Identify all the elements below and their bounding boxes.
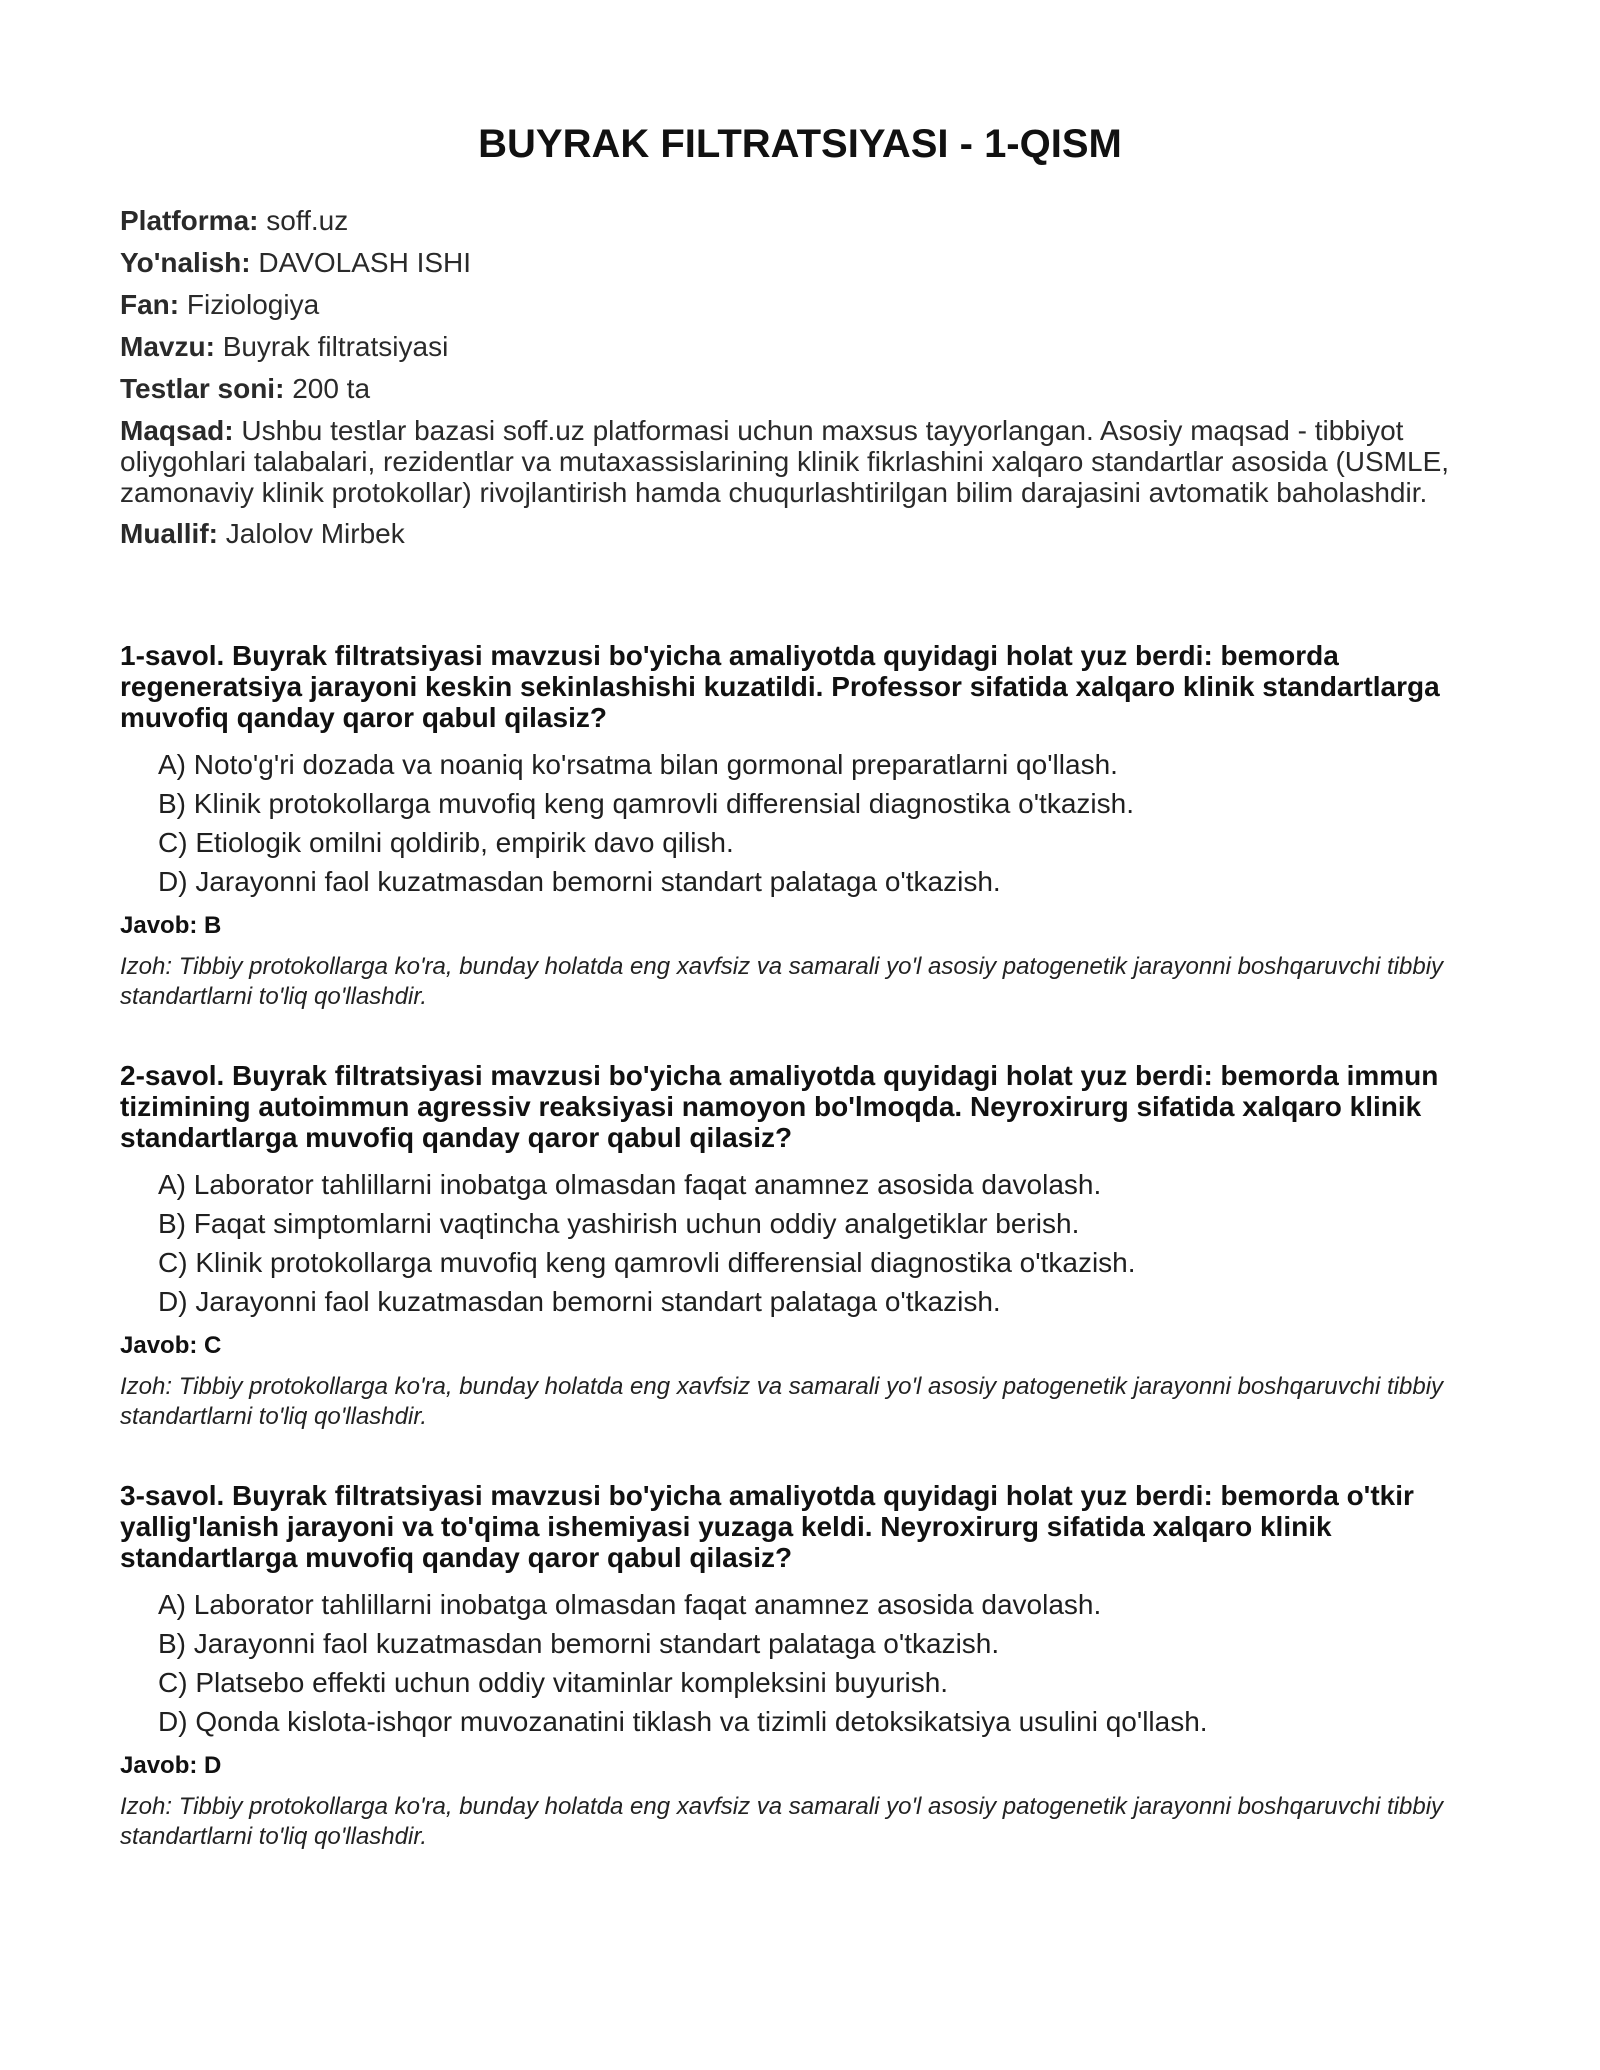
meta-mavzu	[120, 331, 1480, 363]
meta-value: DAVOLASH ISHI	[258, 247, 472, 278]
explanation: Izoh: Tibbiy protokollarga ko'ra, bunday holatda eng xavfsiz va samarali yo'l asosiy patogenetik jarayonni boshqaruvchi tibbiy standartlarni to'liq qo'llashdir.	[120, 1373, 1444, 1430]
meta-label: Fan:	[120, 289, 180, 320]
option-c: C) Etiologik omilni qoldirib, empirik davo qilish.	[158, 827, 734, 858]
meta-muallif	[120, 518, 1480, 550]
option-a: A) Laborator tahlillarni inobatga olmasdan faqat anamnez asosida davolash.	[158, 1589, 1102, 1620]
option-a: A) Noto'g'ri dozada va noaniq ko'rsatma bilan gormonal preparatlarni qo'llash.	[158, 749, 1118, 780]
meta-value: Buyrak filtratsiyasi	[222, 331, 449, 362]
options-list	[158, 1589, 1480, 1738]
meta-label: Muallif:	[120, 518, 218, 549]
question-3	[120, 1480, 1480, 1852]
option-c: C) Platsebo effekti uchun oddiy vitaminlar kompleksini buyurish.	[158, 1667, 949, 1698]
meta-label: Testlar soni:	[120, 373, 285, 404]
meta-value: Fiziologiya	[186, 289, 320, 320]
meta-maqsad	[120, 415, 1480, 508]
meta-fan	[120, 289, 1480, 321]
meta-value: 200 ta	[292, 373, 371, 404]
option-d: D) Qonda kislota-ishqor muvozanatini tiklash va tizimli detoksikatsiya usulini qo'llash.	[158, 1706, 1208, 1737]
explanation: Izoh: Tibbiy protokollarga ko'ra, bunday holatda eng xavfsiz va samarali yo'l asosiy patogenetik jarayonni boshqaruvchi tibbiy standartlarni to'liq qo'llashdir.	[120, 1793, 1444, 1850]
meta-yonalish	[120, 247, 1480, 279]
option-b: B) Jarayonni faol kuzatmasdan bemorni standart palataga o'tkazish.	[158, 1628, 1000, 1659]
meta-label: Mavzu:	[120, 331, 215, 362]
question-text: 1-savol. Buyrak filtratsiyasi mavzusi bo'yicha amaliyotda quyidagi holat yuz berdi: bemorda regeneratsiya jarayoni keskin sekinlashishi kuzatildi. Professor sifatida xalqaro klinik standartlarga muvofiq qanday qaror qabul qilasiz?	[120, 640, 1440, 733]
questions-list	[120, 640, 1480, 1852]
meta-section	[120, 205, 1480, 550]
option-d: D) Jarayonni faol kuzatmasdan bemorni standart palataga o'tkazish.	[158, 1286, 1001, 1317]
answer: Javob: C	[120, 1332, 222, 1359]
meta-label: Maqsad:	[120, 415, 234, 446]
question-2	[120, 1060, 1480, 1432]
meta-value: Ushbu testlar bazasi soff.uz platformasi uchun maxsus tayyorlangan. Asosiy maqsad - tibbiyot oliygohlari talabalari, rezidentlar va mutaxassislarining klinik fikrlashini xalqaro standartlar asosida (USMLE, zamonaviy klinik protokollar) rivojlantirish hamda chuqurlashtirilgan bilim darajasini avtomatik baholashdir.	[120, 415, 1450, 508]
document-title: BUYRAK FILTRATSIYASI - 1-QISM	[478, 122, 1122, 166]
meta-platforma	[120, 205, 1480, 237]
meta-value: soff.uz	[266, 205, 349, 236]
option-a: A) Laborator tahlillarni inobatga olmasdan faqat anamnez asosida davolash.	[158, 1169, 1102, 1200]
meta-value: Jalolov Mirbek	[225, 518, 405, 549]
options-list	[158, 1169, 1480, 1318]
option-d: D) Jarayonni faol kuzatmasdan bemorni standart palataga o'tkazish.	[158, 866, 1001, 897]
question-1	[120, 640, 1480, 1012]
option-c: C) Klinik protokollarga muvofiq keng qamrovli differensial diagnostika o'tkazish.	[158, 1247, 1136, 1278]
answer: Javob: D	[120, 1752, 222, 1779]
explanation: Izoh: Tibbiy protokollarga ko'ra, bunday holatda eng xavfsiz va samarali yo'l asosiy patogenetik jarayonni boshqaruvchi tibbiy standartlarni to'liq qo'llashdir.	[120, 953, 1444, 1010]
options-list	[158, 749, 1480, 898]
question-text: 3-savol. Buyrak filtratsiyasi mavzusi bo'yicha amaliyotda quyidagi holat yuz berdi: bemorda o'tkir yallig'lanish jarayoni va to'qima ishemiyasi yuzaga keldi. Neyroxirurg sifatida xalqaro klinik standartlarga muvofiq qanday qaror qabul qilasiz?	[120, 1480, 1414, 1573]
meta-testlar-soni	[120, 373, 1480, 405]
option-b: B) Klinik protokollarga muvofiq keng qamrovli differensial diagnostika o'tkazish.	[158, 788, 1134, 819]
meta-label: Platforma:	[120, 205, 259, 236]
answer: Javob: B	[120, 912, 222, 939]
question-text: 2-savol. Buyrak filtratsiyasi mavzusi bo'yicha amaliyotda quyidagi holat yuz berdi: bemorda immun tizimining autoimmun agressiv reaksiyasi namoyon bo'lmoqda. Neyroxirurg sifatida xalqaro klinik standartlarga muvofiq qanday qaror qabul qilasiz?	[120, 1060, 1439, 1153]
option-b: B) Faqat simptomlarni vaqtincha yashirish uchun oddiy analgetiklar berish.	[158, 1208, 1080, 1239]
meta-label: Yo'nalish:	[120, 247, 251, 278]
